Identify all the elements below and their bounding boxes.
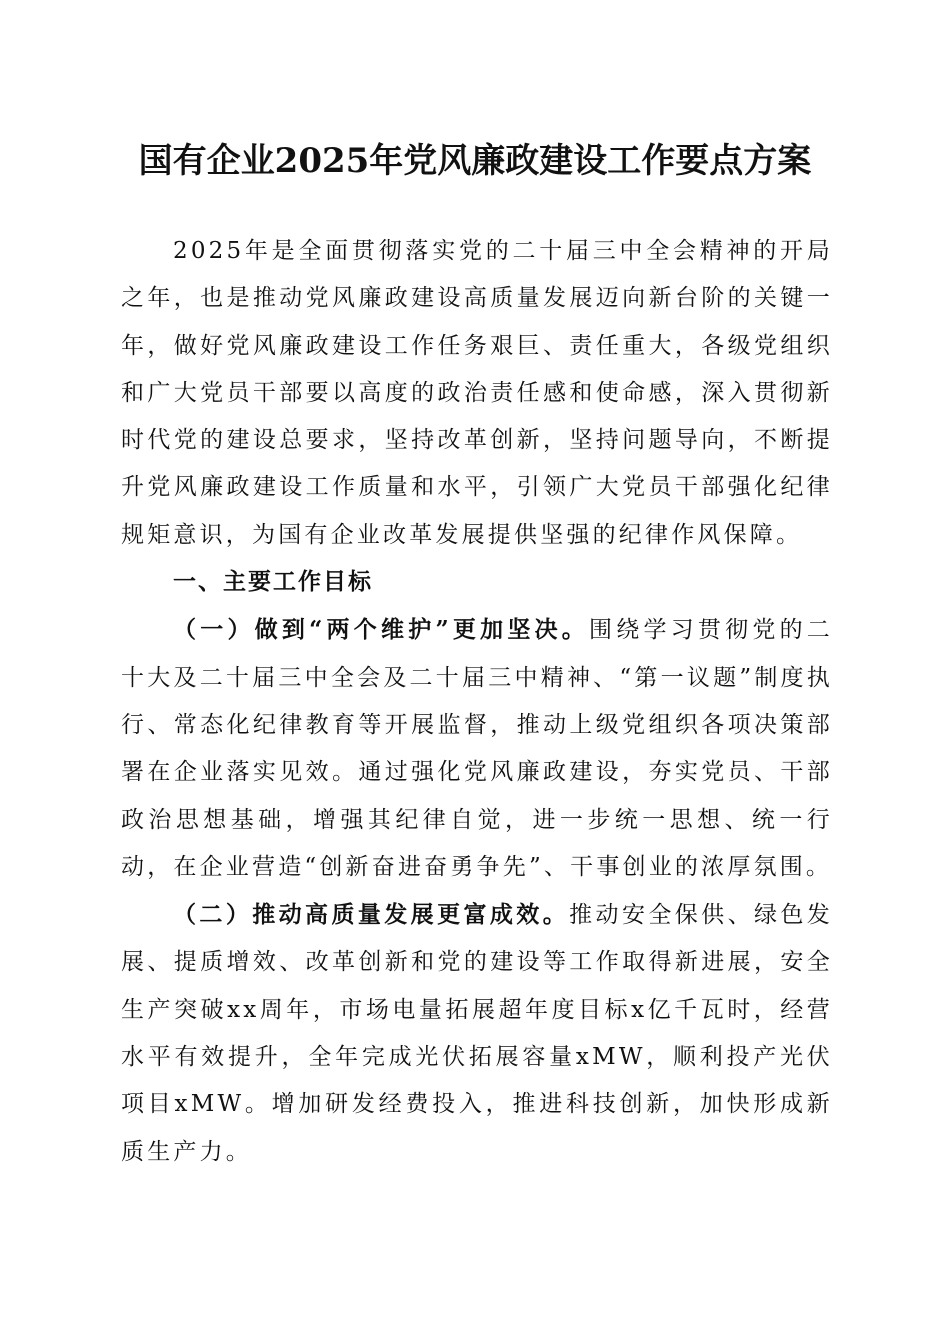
intro-paragraph: 2025年是全面贯彻落实党的二十届三中全会精神的开局之年，也是推动党风廉政建设高质量发展迈向新台阶的关键一年，做好党风廉政建设工作任务艰巨、责任重大，各级党组织和广大党员干部要以高度的政治责任感和使命感，深入贯彻新时代党的建设总要求，坚持改革创新，坚持问题导向，不断提升党风廉政建设工作质量和水平，引领广大党员干部强化纪律规矩意识，为国有企业改革发展提供坚强的纪律作风保障。 [121,238,833,548]
goal-item-2-lead: （二）推动高质量发展更富成效。 [173,901,570,929]
goal-item-1-body: 围绕学习贯彻党的二十大及二十届三中全会及二十届三中精神、“第一议题”制度执行、常态化纪律教育等开展监督，推动上级党组织各项决策部署在企业落实见效。通过强化党风廉政建设，夯实党员、干部政治思想基础，增强其纪律自觉，进一步统一思想、统一行动，在企业营造“创新奋进奋勇争先”、干事创业的浓厚氛围。 [121,617,833,880]
goal-item-2-body: 推动安全保供、绿色发展、提质增效、改革创新和党的建设等工作取得新进展，安全生产突破xx周年，市场电量拓展超年度目标x亿千瓦时，经营水平有效提升，全年完成光伏拓展容量xMW，顺利投产光伏项目xMW。增加研发经费投入，推进科技创新，加快形成新质生产力。 [121,902,834,1165]
goal-item-1-lead: （一）做到“两个维护”更加坚决。 [173,616,590,644]
document-body [121,228,833,1176]
section-heading-main-goals: 一、主要工作目标 [173,569,373,596]
goal-item-1 [121,606,833,891]
document-title: 国有企业2025年党风廉政建设工作要点方案 [138,141,812,181]
goal-item-2 [121,891,833,1176]
